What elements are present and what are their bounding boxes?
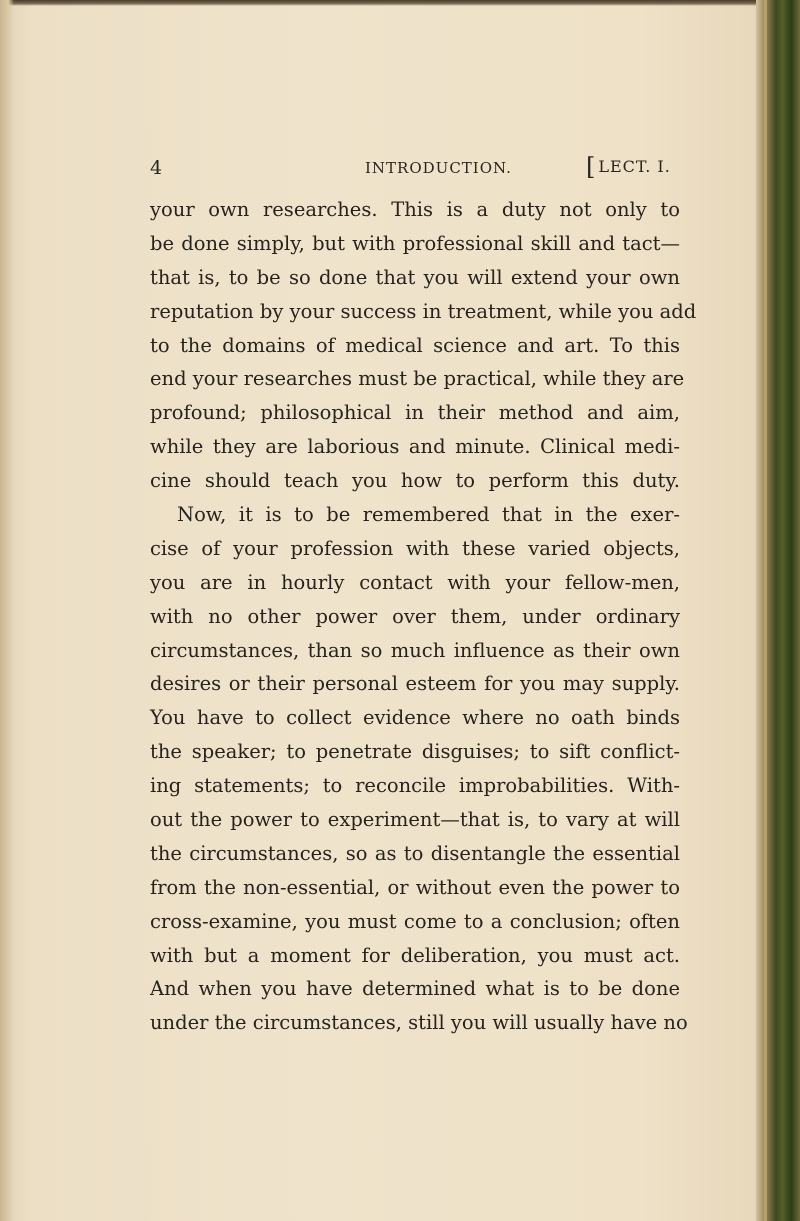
text-line: And when you have determined what is to be done [150, 977, 680, 1001]
text-line: with but a moment for deliberation, you must act. [150, 943, 680, 967]
text-line: with no other power over them, under ordinary [150, 604, 680, 628]
body-text [150, 193, 697, 1040]
text-line: reputation by your success in treatment, while you add [150, 299, 697, 323]
text-line: circumstances, than so much influence as their own [150, 638, 680, 662]
lecture-label: LECT. I. [598, 157, 671, 176]
page-header [150, 153, 680, 181]
text-line: from the non-essential, or without even the power to [150, 875, 680, 899]
book-binding-edge [756, 0, 800, 1221]
text-line: profound; philosophical in their method and aim, [150, 401, 680, 425]
lecture-bracket: [ [586, 153, 597, 181]
paragraph-start-line: Now, it is to be remembered that in the exer- [177, 503, 680, 527]
text-line: to the domains of medical science and art. To this [150, 333, 680, 357]
text-line: cross-examine, you must come to a conclusion; often [150, 909, 680, 933]
text-line: you are in hourly contact with your fellow-men, [150, 570, 680, 594]
text-line: your own researches. This is a duty not only to [150, 198, 680, 221]
page-left-edge [0, 0, 14, 1221]
text-line: cise of your profession with these varied objects, [150, 536, 680, 560]
page-top-edge [0, 0, 800, 6]
text-line: the speaker; to penetrate disguises; to sift conflict- [150, 740, 680, 764]
running-title: INTRODUCTION. [365, 159, 512, 177]
text-line: the circumstances, so as to disentangle the essential [150, 841, 680, 865]
text-line: be done simply, but with professional skill and tact— [150, 231, 680, 255]
text-line: out the power to experiment—that is, to vary at will [150, 808, 680, 832]
text-line: cine should teach you how to perform this duty. [150, 469, 680, 493]
page-number: 4 [150, 157, 164, 179]
text-line: You have to collect evidence where no oath binds [150, 706, 680, 730]
text-line: under the circumstances, still you will usually have no [150, 1011, 688, 1035]
text-line: that is, to be so done that you will extend your own [150, 265, 680, 289]
text-line: end your researches must be practical, while they are [150, 367, 685, 391]
text-line: ing statements; to reconcile improbabilities. With- [150, 774, 680, 798]
lecture-reference [586, 153, 671, 181]
text-line: while they are laborious and minute. Clinical medi- [150, 435, 680, 459]
text-line: desires or their personal esteem for you may supply. [150, 672, 680, 696]
